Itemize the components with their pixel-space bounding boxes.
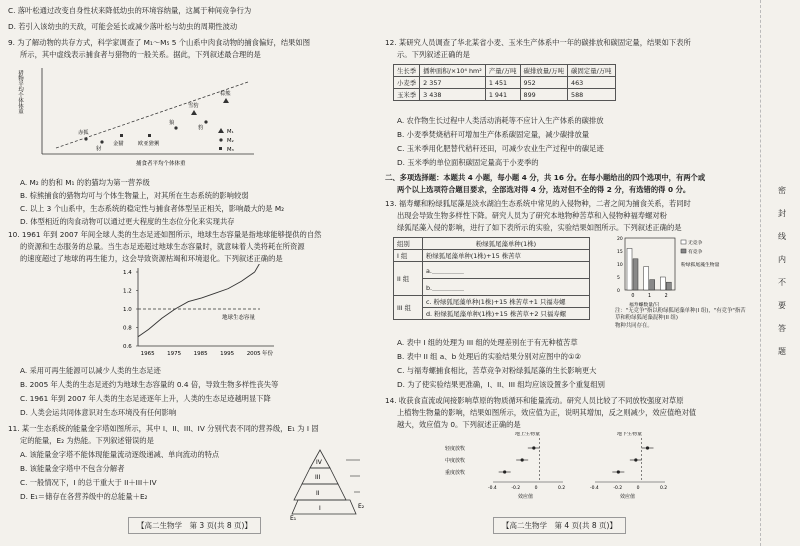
q13-chart-note-2: 物种共同存在。 <box>615 323 653 329</box>
fig9-point <box>223 98 229 103</box>
table-header-row <box>394 238 590 250</box>
y-tick-label: 0.6 <box>123 344 132 350</box>
q10-stem-1: 10. 1961 年到 2007 年间全球人类的生态足迹如图所示，地球生态容量是指地球能够提供的自然 <box>8 230 322 239</box>
legend-circle-icon <box>219 138 222 141</box>
margin-char: 不 <box>778 278 786 287</box>
page-4-footer: 【高二生物学 第 4 页(共 8 页)】 <box>493 517 626 534</box>
table-header-cell: 播种面积/×10⁴ hm² <box>420 65 486 77</box>
q11-option-c: C. 一般情况下，I 的总干重大于 II＋III＋IV <box>20 478 157 487</box>
legend-label: 无竞争 <box>688 241 703 246</box>
x-tick-label: 0 <box>636 486 640 491</box>
y-tick-label: 0 <box>617 289 620 294</box>
table-header-cell: 组别 <box>394 238 423 250</box>
table-cell: a.＿＿＿＿＿ <box>423 262 590 279</box>
pyramid-level-4: IV <box>316 459 322 466</box>
q11-option-b: B. 该能量金字塔中不包含分解者 <box>20 464 125 473</box>
table-row <box>394 77 616 89</box>
row-label: 中度放牧 <box>445 458 466 464</box>
table-row <box>394 262 590 279</box>
q10-option-a: A. 采用可再生能源可以减少人类的生态足迹 <box>20 366 161 375</box>
table-header-cell: 粉绿狐尾藻单种(1株) <box>423 238 590 250</box>
x-tick-label: 2005 <box>246 351 261 357</box>
table-header-cell: 碳排放量/万吨 <box>520 65 568 77</box>
q12-option-c: C. 玉米季用化肥替代秸秆还田，可减少农业生产过程中的碳足迹 <box>397 144 604 153</box>
capacity-annotation: 地球生态容量 <box>222 315 256 321</box>
table-cell: 粉绿狐尾藻单种(1株)+15 株苦草 <box>423 250 590 262</box>
y-tick-label: 1.0 <box>123 307 132 313</box>
pyramid-level-2: II <box>316 490 320 497</box>
q13-chart-note: 注："无竞争"指以粉绿狐尾藻单种(I 组)，"有竞争"指苦草和粉绿狐尾藻混种(II 组) <box>615 308 746 321</box>
q14-stem-3: 越大，效应值为 0。下列叙述正确的是 <box>397 420 521 429</box>
fig9-point-label: 金猫 <box>113 141 124 147</box>
q11-option-d: D. E₁＝储存在各营养级中的总能量＋E₂ <box>20 492 148 501</box>
table-cell: 1 451 <box>485 77 520 89</box>
footprint-series-line <box>138 264 260 337</box>
table-cell: III 组 <box>394 296 423 320</box>
table-row <box>394 308 590 320</box>
q10-option-d: D. 人类会运共同体意识对生态环境没有任何影响 <box>20 408 177 417</box>
table-cell: 2 357 <box>420 77 486 89</box>
table-cell: b.＿＿＿＿＿ <box>423 279 590 296</box>
legend-swatch-competition <box>681 249 686 253</box>
x-axis-label: 福寿螺数量/只 <box>629 303 660 308</box>
fig9-point-label: 豺 <box>96 146 102 152</box>
table-cell: I 组 <box>394 250 423 262</box>
margin-char: 题 <box>778 347 786 356</box>
panel-title: 地上生物量 <box>515 432 541 437</box>
margin-char: 线 <box>778 232 786 241</box>
table-cell: 小麦季 <box>394 77 420 89</box>
q10-stem-3: 的速度超过了地球的再生能力，这会导致资源枯竭和环境退化。下列叙述正确的是 <box>20 254 283 263</box>
q13-stem-3: 绿狐尾藻入侵的影响，进行了如下表所示的实验，实验结果如图所示。下列叙述正确的是 <box>397 223 682 232</box>
x-tick-label: 0.2 <box>558 486 566 491</box>
y-tick-label: 1.4 <box>123 270 132 276</box>
y-axis-label: 粉绿狐尾藻生物量 <box>681 263 720 268</box>
legend-triangle-icon <box>218 128 224 133</box>
table-cell: 952 <box>520 77 568 89</box>
left-page <box>0 0 375 546</box>
fig9-point <box>191 110 197 115</box>
fig9-point-label: 豹 <box>198 125 204 131</box>
fig9-legend <box>218 128 234 153</box>
pyramid-e1-label: E₁ <box>290 515 297 522</box>
pyramid-e2-label: E₂ <box>358 503 365 510</box>
bar-无竞争 <box>627 248 632 290</box>
q10-option-b: B. 2005 年人类的生态足迹约为地球生态容量的 0.4 倍，导致生物多样性丧失等 <box>20 380 279 389</box>
q13-stem-2: 出现会导致生物多样性下降。研究人员为了研究本地物种苦草和入侵物种福寿螺对粉 <box>397 211 667 220</box>
y-tick-label: 10 <box>617 263 623 268</box>
y-tick-label: 0.8 <box>123 325 132 332</box>
pyramid-level-3: III <box>315 474 321 481</box>
bar-有竞争 <box>633 259 638 290</box>
x-tick-label: 0.2 <box>660 486 668 491</box>
table-header-cell: 生长季 <box>394 65 420 77</box>
q13-table <box>393 237 590 320</box>
q12-option-d: D. 玉米季的单位面积碳固定量高于小麦季的 <box>397 158 539 167</box>
fig9-point <box>174 126 177 129</box>
fig9-xlabel: 捕食者平均个体体重 <box>136 161 186 167</box>
binding-margin <box>760 0 800 546</box>
x-axis-label: 效应值 <box>620 494 636 500</box>
q10-stem-2: 的资源和生态服务的总量。当生态足迹超过地球生态容量时，就意味着人类将耗在所资源 <box>20 242 305 251</box>
fig9-point-label: 赤狐 <box>78 130 89 136</box>
q11-stem-1: 11. 某一生态系统的能量金字塔如图所示，其中 I、II、III、IV 分别代表不同的营养级，E₁ 为 I 固 <box>8 424 319 433</box>
x-tick-label: -0.2 <box>613 486 623 491</box>
y-tick-label: 1.2 <box>123 288 132 295</box>
legend-square-icon <box>219 147 222 150</box>
bar-有竞争 <box>666 282 671 290</box>
legend-swatch-no-competition <box>681 240 686 244</box>
fig9-point <box>204 120 207 123</box>
fig9-legend-m2: M₂ <box>227 138 234 144</box>
row-label: 重度放牧 <box>445 470 466 476</box>
margin-char: 内 <box>778 255 786 264</box>
fig9-point <box>100 140 103 143</box>
section-2-heading: 二、多项选择题：本题共 4 小题，每小题 4 分，共 16 分。在每小题给出的四个选项中，有两个或 <box>385 173 706 182</box>
table-cell: 463 <box>568 77 616 89</box>
fig9-legend-m1: M₁ <box>227 129 234 135</box>
x-tick-label: -0.4 <box>488 486 497 491</box>
x-tick-label: 年份 <box>262 351 274 357</box>
q9-figure <box>16 62 266 172</box>
effect-point <box>503 470 506 473</box>
x-tick-label: 2 <box>664 294 668 299</box>
q12-stem-2: 示。下列叙述正确的是 <box>397 50 470 59</box>
table-header-row <box>394 65 616 77</box>
q12-table <box>393 64 616 101</box>
y-tick-label: 15 <box>617 250 623 255</box>
right-page <box>385 0 750 546</box>
panel-title: 地下生物量 <box>617 432 643 437</box>
x-tick-label: -0.4 <box>590 486 599 491</box>
table-row <box>394 89 616 101</box>
table-header-cell: 碳固定量/万吨 <box>568 65 616 77</box>
q13-bar-chart <box>607 232 747 312</box>
fig9-point-label: 雪豹 <box>188 103 199 109</box>
q14-effect-chart <box>445 432 685 512</box>
q8-option-d: D. 若引入该幼虫的天敌，可能会延长或减少落叶松与幼虫的周期性波动 <box>8 22 238 31</box>
pyramid-level-1: I <box>319 505 321 512</box>
effect-point <box>521 458 524 461</box>
q9-option-b: B. 棕熊捕食的猎物均可与个体生物量上，对其所在生态系统的影响较弱 <box>20 191 249 200</box>
effect-point <box>617 470 620 473</box>
margin-char: 密 <box>778 186 786 195</box>
effect-point <box>532 446 535 449</box>
table-cell: II 组 <box>394 262 423 296</box>
effect-point <box>634 458 637 461</box>
q9-stem-2: 所示，其中虚线表示捕食者与猎物的一般关系。据此，下列叙述最合理的是 <box>20 50 261 59</box>
x-tick-label: 1975 <box>167 351 182 357</box>
q10-line-chart <box>110 264 310 364</box>
q12-option-b: B. 小麦季焚烧秸秆可增加生产体系碳固定量，减少碳排放量 <box>397 130 590 139</box>
margin-char: 答 <box>778 324 786 333</box>
q11-stem-2: 定的能量，E₂ 为热能。下列叙述错误的是 <box>20 436 154 445</box>
fig9-point-label: 欧亚猞猁 <box>138 141 160 147</box>
fig9-ylabel: 猎物平均个体体重 <box>17 70 23 114</box>
table-cell: 玉米季 <box>394 89 420 101</box>
table-cell: 899 <box>520 89 568 101</box>
q14-stem-2: 上植物生物量的影响，结果如图所示，效应值为正，说明其增加，反之则减少，效应值绝对值 <box>397 408 697 417</box>
fig9-points <box>78 89 231 152</box>
q13-stem-1: 13. 福寿螺和粉绿狐尾藻是淡水湖泊生态系统中常见的入侵物种，二者之间为捕食关系，若同时 <box>385 199 691 208</box>
y-tick-label: 5 <box>617 276 620 281</box>
q9-option-d: D. 体型相近的肉食动物可以通过更大程度的生态位分化来实现共存 <box>20 217 235 226</box>
fig9-point <box>84 137 87 140</box>
table-cell: c. 粉绿狐尾藻单种(1株)+15 株苦草+1 只福寿螺 <box>423 296 590 308</box>
legend-label: 有竞争 <box>688 250 703 255</box>
fig9-point-label: 棕熊 <box>220 91 231 97</box>
q8-option-c: C. 落叶松通过改变自身性状来降低幼虫的环境容纳量，这属于种间竞争行为 <box>8 6 252 15</box>
fig9-point-label: 狼 <box>169 120 175 126</box>
x-tick-label: -0.2 <box>511 486 521 491</box>
table-row <box>394 296 590 308</box>
x-tick-label: 0 <box>534 486 538 491</box>
table-cell: d. 粉绿狐尾藻单种(1株)+15 株苦草+2 只福寿螺 <box>423 308 590 320</box>
fig9-legend-m3: M₃ <box>227 147 234 153</box>
q13-option-c: C. 与福寿螺捕食相比，苦草竞争对粉绿狐尾藻的生长影响更大 <box>397 366 597 375</box>
x-tick-label: 1985 <box>193 351 208 357</box>
fig9-point <box>120 134 123 137</box>
margin-char: 要 <box>778 301 786 310</box>
x-axis-label: 效应值 <box>518 494 534 500</box>
x-tick-label: 1995 <box>220 351 235 357</box>
page-3-footer: 【高二生物学 第 3 页(共 8 页)】 <box>128 517 261 534</box>
effect-point <box>646 446 649 449</box>
table-row <box>394 279 590 296</box>
table-row <box>394 250 590 262</box>
y-tick-label: 20 <box>617 237 623 242</box>
bar-无竞争 <box>644 267 649 290</box>
q12-option-a: A. 农作物生长过程中人类活动消耗等不应计入生产体系的碳排放 <box>397 116 604 125</box>
q13-option-a: A. 表中 I 组的处理为 III 组的处理差别在于有无种植苦草 <box>397 338 578 347</box>
table-cell: 588 <box>568 89 616 101</box>
q12-stem-1: 12. 某研究人员调查了华北某省小麦、玉米生产体系中一年的碳排放和碳固定量，结果如下表所 <box>385 38 691 47</box>
fig9-point <box>148 134 151 137</box>
bar-有竞争 <box>650 280 655 290</box>
margin-char: 封 <box>778 209 786 218</box>
q9-option-c: C. 以上 3 个山系中，生态系统的稳定性与捕食者体型呈正相关，影响最大的是 M₂ <box>20 204 285 213</box>
x-tick-label: 0 <box>631 294 635 299</box>
section-2-instructions: 两个以上选项符合题目要求，全部选对得 4 分，选对但不全的得 2 分，有选错的得 0 分。 <box>397 185 691 194</box>
row-label: 轻度放牧 <box>445 446 466 452</box>
table-header-cell: 产量/万吨 <box>485 65 520 77</box>
table-cell: 3 438 <box>420 89 486 101</box>
q14-stem-1: 14. 收获食直流或间接影响草原的物质循环和能量流动。研究人员比较了不同放牧强度对草原 <box>385 396 684 405</box>
table-cell: 1 941 <box>485 89 520 101</box>
q13-option-b: B. 表中 II 组 a、b 处理后的实验结果分别对应图中的①② <box>397 352 582 361</box>
bar-无竞争 <box>660 277 665 290</box>
q9-option-a: A. M₂ 的豹和 M₁ 的豹猫均为第一营养级 <box>20 178 150 187</box>
x-tick-label: 1965 <box>140 351 155 357</box>
q11-energy-pyramid <box>290 446 370 522</box>
q10-option-c: C. 1961 年到 2007 年人类的生态足迹逐年上升，人类的生态足迹越明显下降 <box>20 394 271 403</box>
x-tick-label: 1 <box>648 294 652 299</box>
q11-option-a: A. 该能量金字塔不能体现能量流动逐级递减、单向流动的特点 <box>20 450 220 459</box>
q13-option-d: D. 为了使实验结果更准确，I、II、III 组均应该设置多个重复组别 <box>397 380 605 389</box>
q9-stem-1: 9. 为了解动物的共存方式，科学家调查了 M₁～M₅ 5 个山系中肉食动物的捕食偏好，结果如图 <box>8 38 311 47</box>
